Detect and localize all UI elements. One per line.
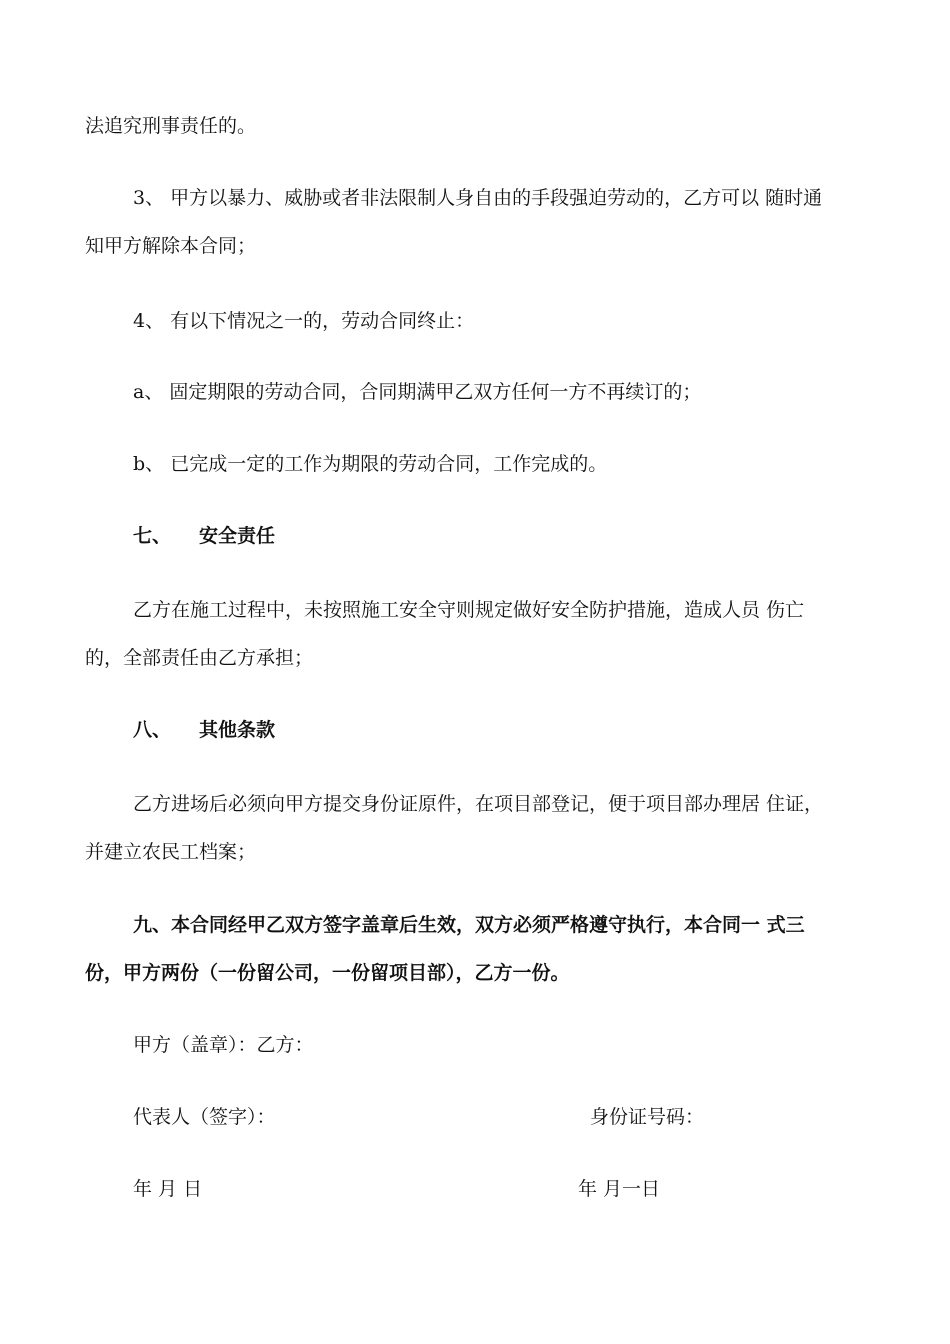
paragraph-line: 的，全部责任由乙方承担； [85, 647, 314, 669]
date-right: 年 月一日 [578, 1178, 661, 1200]
section-heading-number: 七、 [133, 525, 172, 547]
paragraph-line-bold: 九、本合同经甲乙双方签字盖章后生效，双方必须严格遵守执行，本合同一 式三 [133, 914, 805, 936]
paragraph-line: 并建立农民工档案； [85, 841, 257, 863]
paragraph-line: 知甲方解除本合同； [85, 235, 257, 257]
paragraph-line: 4、 有以下情况之一的，劳动合同终止： [133, 310, 475, 332]
section-heading-number: 八、 [133, 719, 172, 741]
paragraph-line: 3、 甲方以暴力、威胁或者非法限制人身自由的手段强迫劳动的，乙方可以 随时通 [133, 187, 823, 209]
paragraph-line: b、 已完成一定的工作为期限的劳动合同，工作完成的。 [133, 453, 608, 475]
paragraph-line-bold: 份，甲方两份（一份留公司，一份留项目部），乙方一份。 [85, 962, 570, 984]
section-heading-title: 其他条款 [199, 719, 276, 741]
section-heading-title: 安全责任 [199, 525, 276, 547]
signature-representative-label: 代表人（签字）： [133, 1106, 276, 1128]
signature-party-line: 甲方（盖章）：乙方： [133, 1034, 314, 1056]
paragraph-line: 法追究刑事责任的。 [85, 115, 257, 137]
paragraph-line: 乙方进场后必须向甲方提交身份证原件，在项目部登记，便于项目部办理居 住证， [133, 793, 824, 815]
paragraph-line: a、 固定期限的劳动合同，合同期满甲乙双方任何一方不再续订的； [133, 381, 702, 403]
paragraph-line: 乙方在施工过程中，未按照施工安全守则规定做好安全防护措施，造成人员 伤亡 [133, 599, 805, 621]
date-left: 年 月 日 [133, 1178, 203, 1200]
id-number-label: 身份证号码： [590, 1106, 705, 1128]
